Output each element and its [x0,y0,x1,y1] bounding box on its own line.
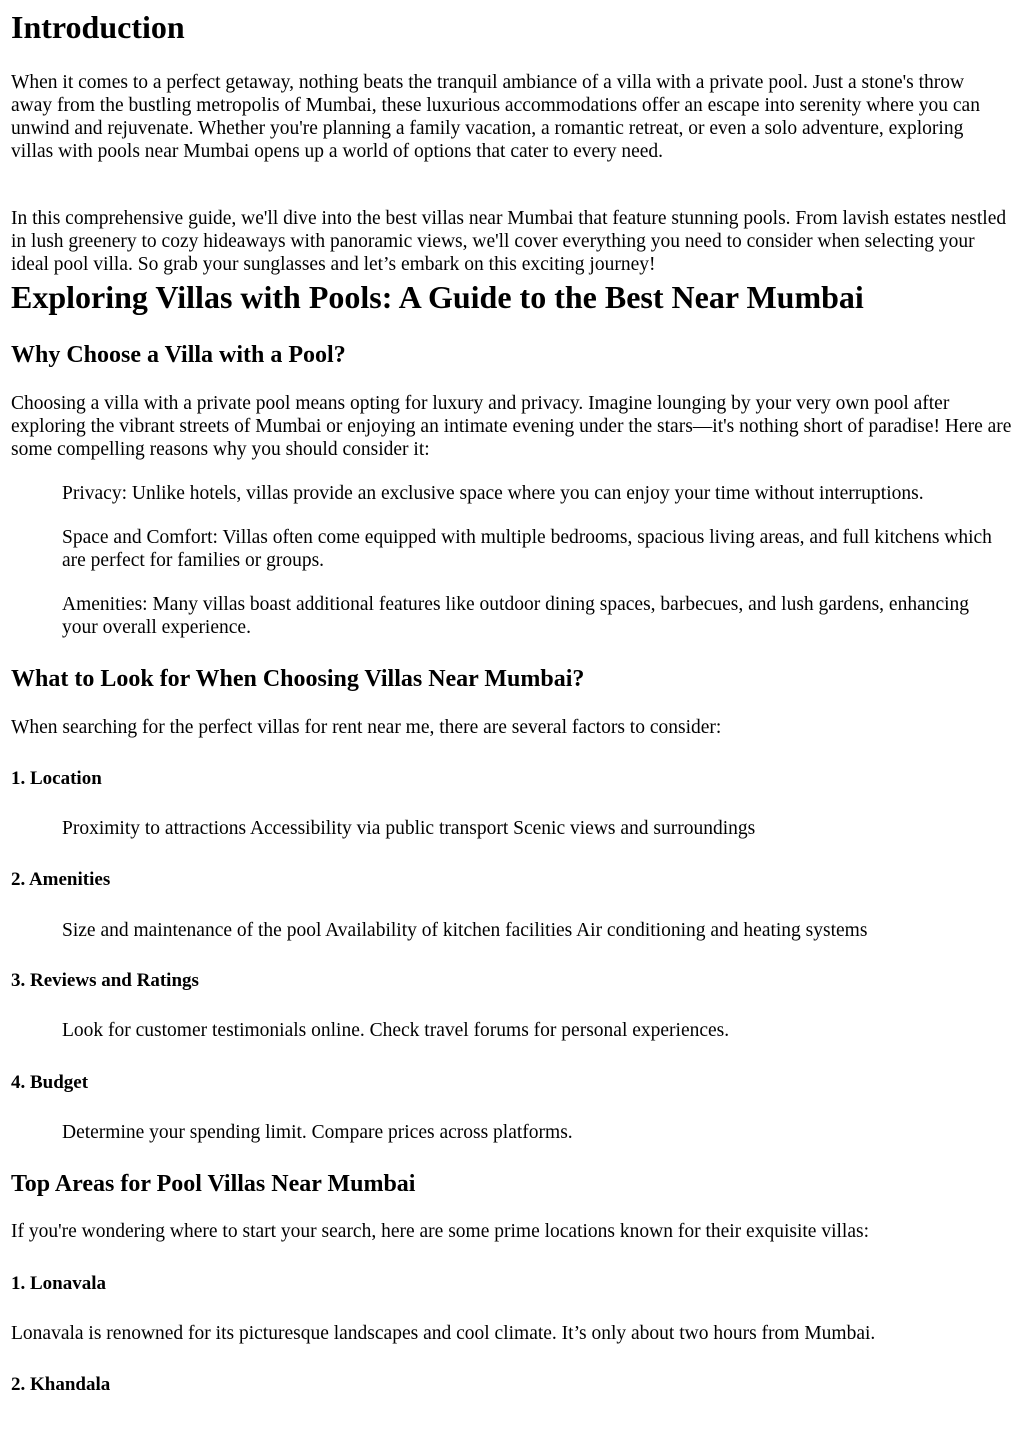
why-heading: Why Choose a Villa with a Pool? [11,342,346,368]
why-item-space: Space and Comfort: Villas often come equipped with multiple bedrooms, spacious living areas, and full kitchens which are perfect for families or groups. [62,527,992,571]
factor-title-budget: 4. Budget [11,1072,89,1093]
place-title-khandala: 2. Khandala [11,1374,111,1395]
factor-text-budget: Determine your spending limit. Compare prices across platforms. [62,1122,573,1143]
intro-paragraph-1: When it comes to a perfect getaway, nothing beats the tranquil ambiance of a villa with a private pool. Just a stone's throw away from the bustling metropolis of Mumbai, these luxurious accommodations offer an escape into serenity where you can unwind and rejuvenate. Whether you're planning a family vacation, a romantic retreat, or even a solo adventure, exploring villas with pools near Mumbai opens up a world of options that cater to every need. [11,72,980,162]
why-paragraph: Choosing a villa with a private pool means opting for luxury and privacy. Imagine lounging by your very own pool after exploring the vibrant streets of Mumbai or enjoying an intimate evening under the stars—it's nothing short of paradise! Here are some compelling reasons why you should consider it: [11,393,1012,460]
factor-title-amenities: 2. Amenities [11,869,111,890]
factor-title-location: 1. Location [11,768,102,789]
why-item-privacy: Privacy: Unlike hotels, villas provide an exclusive space where you can enjoy your time without interruptions. [62,483,924,504]
place-text-lonavala: Lonavala is renowned for its picturesque landscapes and cool climate. It’s only about two hours from Mumbai. [11,1323,876,1344]
look-heading: What to Look for When Choosing Villas Near Mumbai? [11,666,585,692]
factor-title-reviews: 3. Reviews and Ratings [11,970,199,991]
look-paragraph: When searching for the perfect villas for rent near me, there are several factors to consider: [11,717,722,738]
guide-heading: Exploring Villas with Pools: A Guide to the Best Near Mumbai [11,279,864,315]
factor-text-location: Proximity to attractions Accessibility via public transport Scenic views and surroundings [62,818,756,839]
intro-paragraph-2: In this comprehensive guide, we'll dive into the best villas near Mumbai that feature stunning pools. From lavish estates nestled in lush greenery to cozy hideaways with panoramic views, we'll cover everything you need to consider when selecting your ideal pool villa. So grab your sunglasses and let’s embark on this exciting journey! [11,208,1007,275]
factor-text-reviews: Look for customer testimonials online. Check travel forums for personal experiences. [62,1020,730,1041]
why-item-amenities: Amenities: Many villas boast additional features like outdoor dining spaces, barbecues, and lush gardens, enhancing your overall experience. [62,594,970,638]
areas-heading: Top Areas for Pool Villas Near Mumbai [11,1171,416,1197]
place-title-lonavala: 1. Lonavala [11,1273,107,1294]
intro-heading: Introduction [11,9,185,45]
areas-paragraph: If you're wondering where to start your search, here are some prime locations known for their exquisite villas: [11,1221,869,1242]
factor-text-amenities: Size and maintenance of the pool Availability of kitchen facilities Air conditioning and heating systems [62,920,868,941]
